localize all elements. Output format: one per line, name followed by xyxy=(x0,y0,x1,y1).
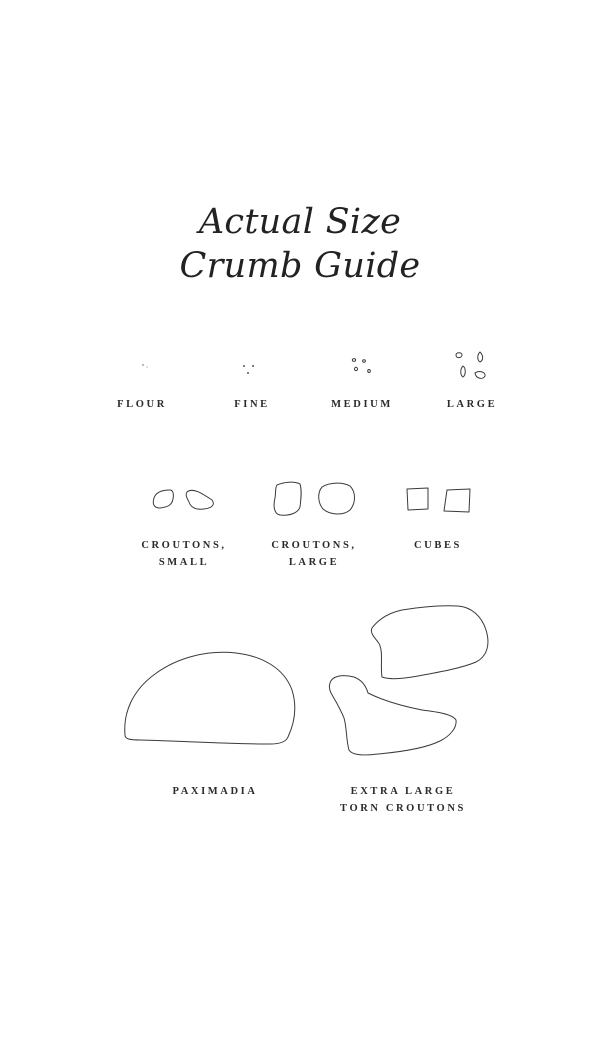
extra-large-label-line-2: TORN CROUTONS xyxy=(340,803,466,814)
medium-label: MEDIUM xyxy=(331,399,393,410)
croutons-small-illustration xyxy=(153,490,213,509)
croutons-large-label-line-2: LARGE xyxy=(288,557,340,568)
croutons-large-label xyxy=(254,537,374,571)
extra-large-torn-croutons-illustration xyxy=(329,606,488,755)
large-crumb-illustration xyxy=(456,352,485,378)
flour-crumb-illustration xyxy=(142,364,147,367)
croutons-small-label-line-2: SMALL xyxy=(158,557,210,568)
cubes-label: CUBES xyxy=(413,540,462,551)
large-label: LARGE xyxy=(446,399,498,410)
fine-crumb-illustration xyxy=(243,365,254,374)
croutons-large-label-line-1: CROUTONS, xyxy=(271,540,357,551)
croutons-large-illustration xyxy=(274,482,354,515)
title-line-1: Actual Size xyxy=(198,202,402,242)
paximadia-illustration xyxy=(125,652,295,744)
medium-crumb-illustration xyxy=(352,359,370,373)
paximadia-label: PAXIMADIA xyxy=(172,786,258,797)
extra-large-torn-croutons-label xyxy=(330,783,476,817)
croutons-small-label-line-1: CROUTONS, xyxy=(141,540,227,551)
fine-label: FINE xyxy=(234,399,270,410)
extra-large-label-line-1: EXTRA LARGE xyxy=(350,786,456,797)
flour-label: FLOUR xyxy=(117,399,167,410)
croutons-small-label xyxy=(124,537,244,571)
cubes-illustration xyxy=(407,488,470,512)
title-line-2: Crumb Guide xyxy=(179,246,421,286)
